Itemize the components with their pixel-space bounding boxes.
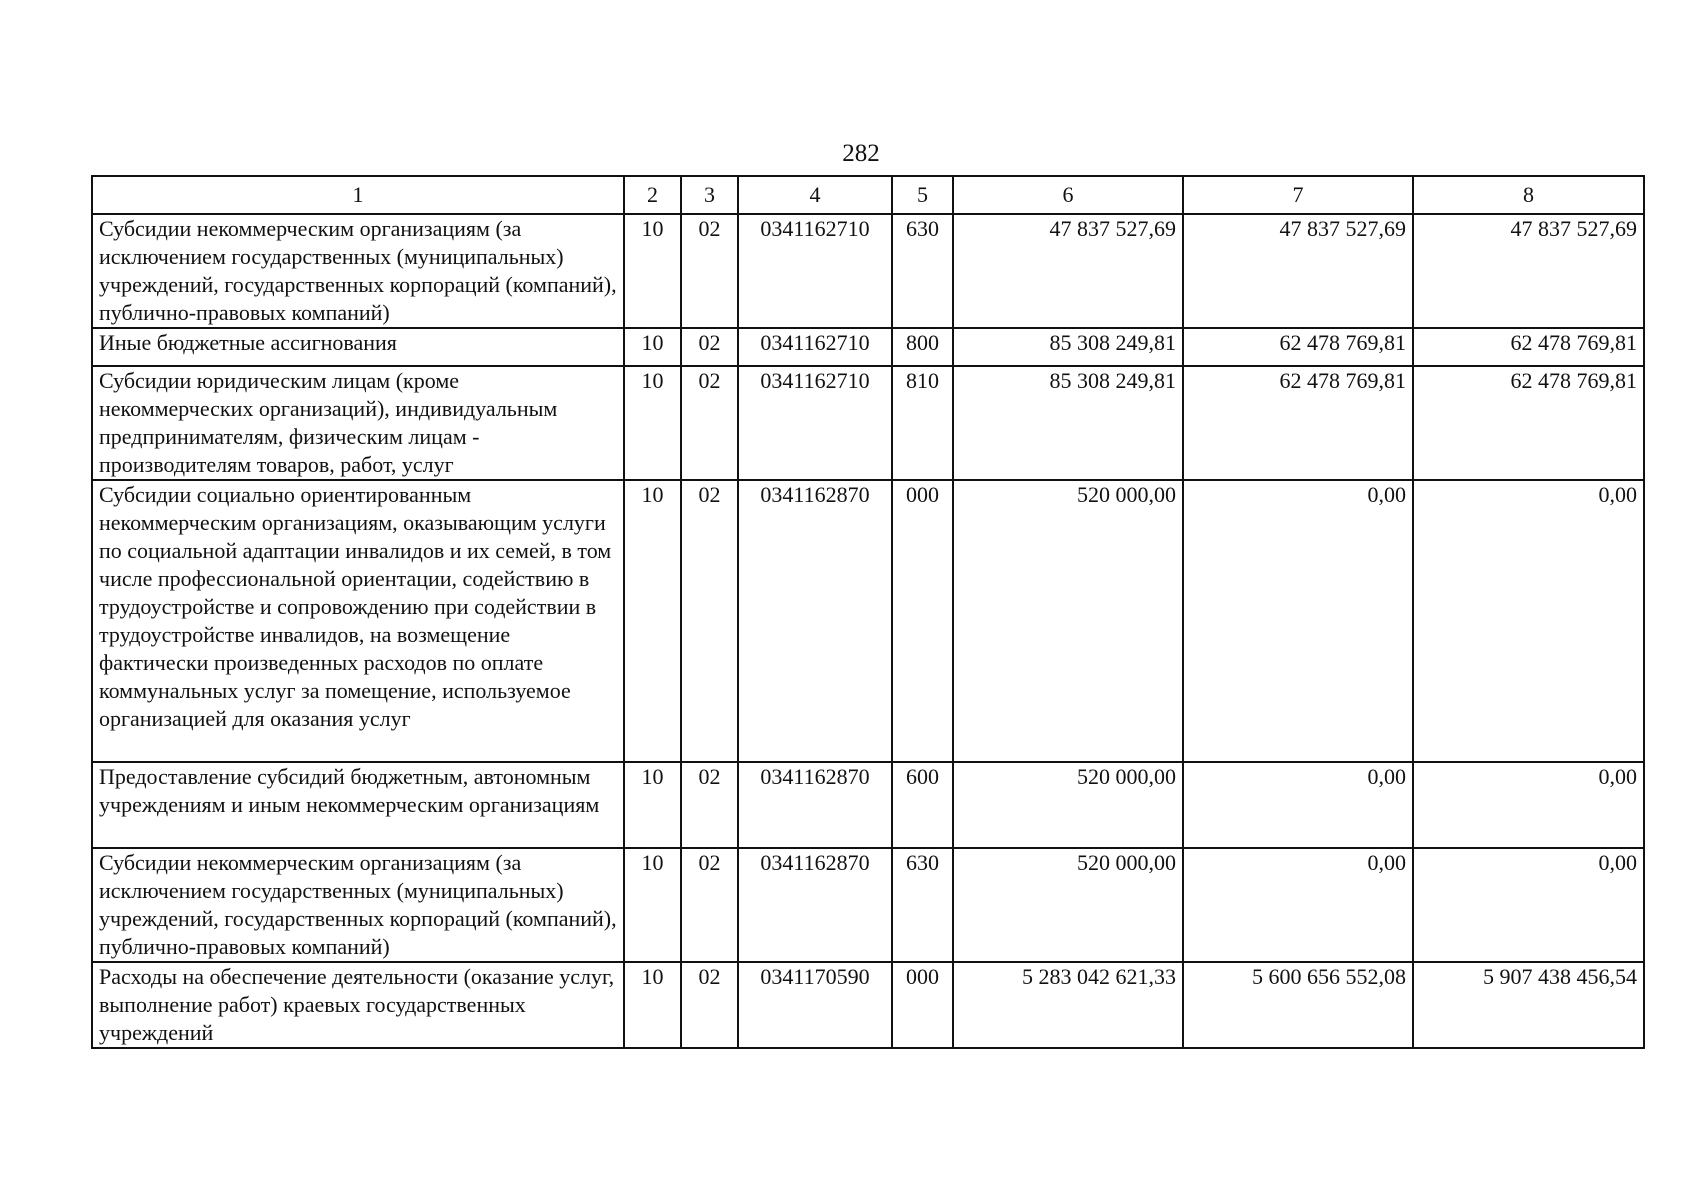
row-subsection: 02 <box>681 214 738 328</box>
row-amount-col7: 47 837 527,69 <box>1183 214 1413 328</box>
row-expense-type: 800 <box>892 328 953 366</box>
row-amount-col7: 62 478 769,81 <box>1183 328 1413 366</box>
row-section: 10 <box>624 480 681 762</box>
header-col-3: 3 <box>681 176 738 214</box>
row-amount-col6: 47 837 527,69 <box>953 214 1183 328</box>
row-name: Субсидии некоммерческим организациям (за исключением государственных (муниципальных) учреждений, государственных корпораций (компаний), публично-правовых компаний) <box>92 214 624 328</box>
row-target-code: 0341170590 <box>738 962 892 1048</box>
row-name: Субсидии некоммерческим организациям (за исключением государственных (муниципальных) учреждений, государственных корпораций (компаний), публично-правовых компаний) <box>92 848 624 962</box>
row-amount-col6: 85 308 249,81 <box>953 328 1183 366</box>
row-amount-col6: 85 308 249,81 <box>953 366 1183 480</box>
row-amount-col6: 520 000,00 <box>953 848 1183 962</box>
row-section: 10 <box>624 962 681 1048</box>
row-name: Предоставление субсидий бюджетным, автономным учреждениям и иным некоммерческим организациям <box>92 762 624 848</box>
row-expense-type: 810 <box>892 366 953 480</box>
row-section: 10 <box>624 762 681 848</box>
row-target-code: 0341162710 <box>738 328 892 366</box>
row-section: 10 <box>624 366 681 480</box>
table-row <box>92 328 1644 366</box>
row-target-code: 0341162870 <box>738 480 892 762</box>
row-subsection: 02 <box>681 762 738 848</box>
row-subsection: 02 <box>681 848 738 962</box>
row-amount-col8: 62 478 769,81 <box>1413 366 1644 480</box>
row-expense-type: 600 <box>892 762 953 848</box>
header-col-4: 4 <box>738 176 892 214</box>
row-amount-col6: 520 000,00 <box>953 762 1183 848</box>
row-section: 10 <box>624 214 681 328</box>
row-section: 10 <box>624 328 681 366</box>
row-target-code: 0341162710 <box>738 366 892 480</box>
row-subsection: 02 <box>681 480 738 762</box>
row-amount-col8: 0,00 <box>1413 848 1644 962</box>
header-col-6: 6 <box>953 176 1183 214</box>
row-name: Иные бюджетные ассигнования <box>92 328 624 366</box>
row-expense-type: 000 <box>892 962 953 1048</box>
row-amount-col7: 62 478 769,81 <box>1183 366 1413 480</box>
table-row <box>92 962 1644 1048</box>
row-amount-col8: 0,00 <box>1413 762 1644 848</box>
row-subsection: 02 <box>681 962 738 1048</box>
row-name: Расходы на обеспечение деятельности (оказание услуг, выполнение работ) краевых государственных учреждений <box>92 962 624 1048</box>
row-amount-col8: 0,00 <box>1413 480 1644 762</box>
budget-table <box>91 175 1645 1049</box>
header-col-5: 5 <box>892 176 953 214</box>
row-amount-col6: 520 000,00 <box>953 480 1183 762</box>
row-amount-col8: 62 478 769,81 <box>1413 328 1644 366</box>
row-section: 10 <box>624 848 681 962</box>
header-col-8: 8 <box>1413 176 1644 214</box>
row-expense-type: 630 <box>892 214 953 328</box>
header-col-7: 7 <box>1183 176 1413 214</box>
row-target-code: 0341162870 <box>738 848 892 962</box>
row-amount-col6: 5 283 042 621,33 <box>953 962 1183 1048</box>
table-row <box>92 366 1644 480</box>
row-target-code: 0341162710 <box>738 214 892 328</box>
table-row <box>92 480 1644 762</box>
table-header-row <box>92 176 1644 214</box>
row-amount-col7: 5 600 656 552,08 <box>1183 962 1413 1048</box>
row-expense-type: 630 <box>892 848 953 962</box>
row-name: Субсидии юридическим лицам (кроме некоммерческих организаций), индивидуальным предпринимателям, физическим лицам - производителям товаров, работ, услуг <box>92 366 624 480</box>
row-amount-col8: 47 837 527,69 <box>1413 214 1644 328</box>
row-amount-col7: 0,00 <box>1183 848 1413 962</box>
row-target-code: 0341162870 <box>738 762 892 848</box>
table-row <box>92 214 1644 328</box>
table-row <box>92 762 1644 848</box>
row-expense-type: 000 <box>892 480 953 762</box>
row-amount-col8: 5 907 438 456,54 <box>1413 962 1644 1048</box>
page-number: 282 <box>842 140 880 167</box>
row-amount-col7: 0,00 <box>1183 480 1413 762</box>
row-amount-col7: 0,00 <box>1183 762 1413 848</box>
table-row <box>92 848 1644 962</box>
row-subsection: 02 <box>681 328 738 366</box>
row-subsection: 02 <box>681 366 738 480</box>
row-name: Субсидии социально ориентированным некоммерческим организациям, оказывающим услуги по социальной адаптации инвалидов и их семей, в том числе профессиональной ориентации, содействию в трудоустройстве и сопровождению при содействии в трудоустройстве инвалидов, на возмещение фактически произведенных расходов по оплате коммунальных услуг за помещение, используемое организацией для оказания услуг <box>92 480 624 762</box>
header-col-1: 1 <box>92 176 624 214</box>
header-col-2: 2 <box>624 176 681 214</box>
